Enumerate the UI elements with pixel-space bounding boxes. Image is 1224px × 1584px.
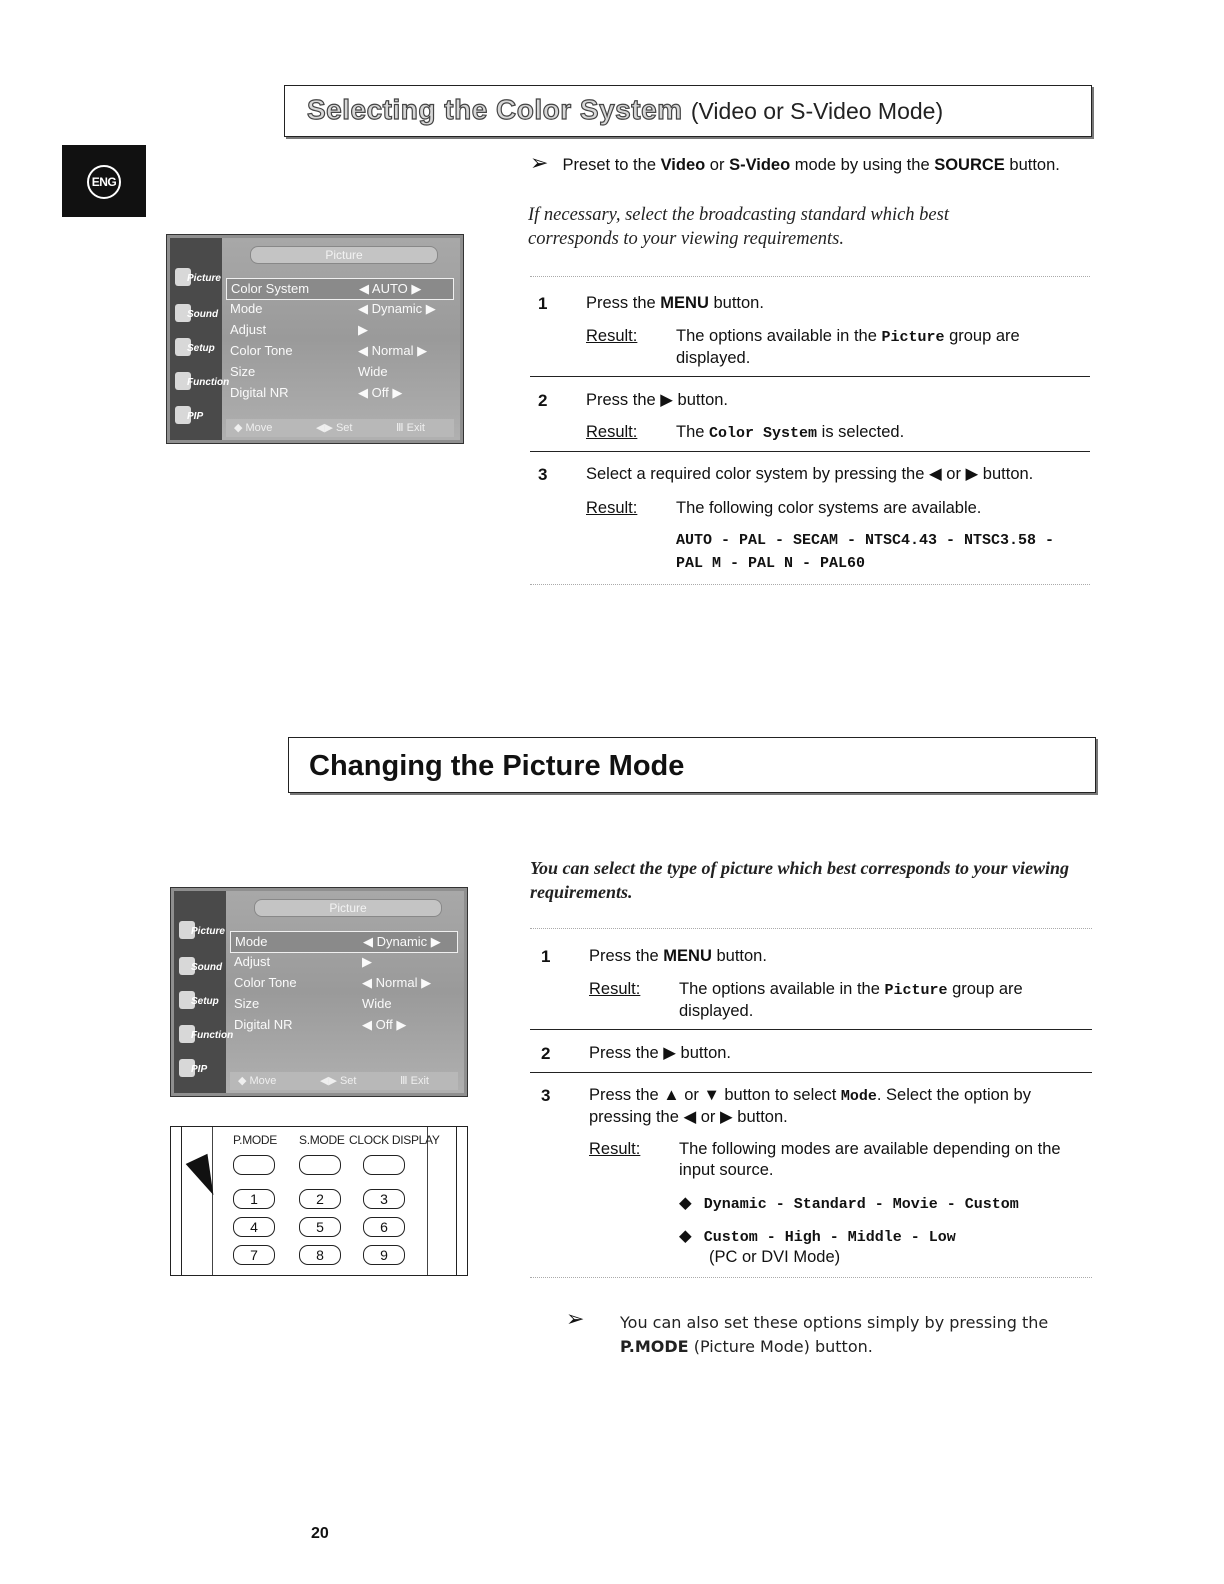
clock-display-button bbox=[363, 1155, 405, 1175]
result-text: The options available in the Picture group are displayed. bbox=[679, 980, 1023, 1020]
osd-side-pip: PIP bbox=[173, 402, 221, 432]
pmode-label: P.MODE bbox=[233, 1133, 277, 1147]
color-systems-list: AUTO - PAL - SECAM - NTSC4.43 - NTSC3.58 - bbox=[676, 532, 1055, 549]
step-rule bbox=[530, 1029, 1092, 1030]
section-title-color-system bbox=[284, 85, 1092, 137]
preset-text-c: button. bbox=[1004, 156, 1060, 174]
result-label: Result: bbox=[589, 980, 641, 998]
osd-row-mode: Mode ◀ Dynamic ▶ bbox=[230, 301, 436, 316]
step-text: Press the ▲ or ▼ button to select Mode. Select the option by pressing the ◀ or ▶ button. bbox=[589, 1086, 1031, 1126]
osd-footer-set: ◀▶ Set bbox=[320, 1075, 357, 1087]
page-number: 20 bbox=[311, 1525, 329, 1542]
osd-row-digital-nr: Digital NR ◀ Off ▶ bbox=[234, 1017, 407, 1032]
key-9: 9 bbox=[363, 1245, 405, 1265]
osd-side-sound: Sound bbox=[173, 300, 221, 330]
osd-footer-exit: Ⅲ Exit bbox=[396, 422, 425, 434]
step-text: Press the ▶ button. bbox=[589, 1044, 732, 1062]
osd-row-color-system: Color System ◀ AUTO ▶ bbox=[226, 278, 454, 300]
osd-footer-move: ◆ Move bbox=[234, 422, 273, 434]
preset-source: SOURCE bbox=[934, 156, 1005, 174]
result-label: Result: bbox=[589, 1140, 641, 1158]
preset-text-b: mode by using the bbox=[790, 156, 935, 174]
color-systems-list-2: PAL M - PAL N - PAL60 bbox=[676, 555, 866, 572]
bullet-icon: ◆ bbox=[679, 1227, 692, 1245]
preset-note bbox=[530, 150, 1090, 176]
title-picture-mode: Changing the Picture Mode bbox=[309, 750, 685, 782]
osd-row-size: Size Wide bbox=[230, 364, 388, 379]
preset-text: Preset to the bbox=[562, 156, 661, 174]
key-2: 2 bbox=[299, 1189, 341, 1209]
osd-side-function: Function bbox=[177, 1021, 225, 1051]
osd-side-sound: Sound bbox=[177, 953, 225, 983]
step-number: 3 bbox=[538, 465, 548, 484]
osd-footer bbox=[230, 1072, 458, 1090]
osd-row-digital-nr: Digital NR ◀ Off ▶ bbox=[230, 385, 403, 400]
osd-row-color-tone: Color Tone ◀ Normal ▶ bbox=[230, 343, 428, 358]
tip-text: You can also set these options simply by pressing the P.MODE (Picture Mode) button. bbox=[620, 1313, 1049, 1356]
step-2 bbox=[538, 390, 1098, 442]
key-8: 8 bbox=[299, 1245, 341, 1265]
osd-footer-move: ◆ Move bbox=[238, 1075, 277, 1087]
preset-svideo: S-Video bbox=[729, 156, 791, 174]
step-text: Press the MENU button. bbox=[586, 294, 764, 312]
title-color-system-sub: (Video or S-Video Mode) bbox=[690, 98, 944, 124]
preset-video: Video bbox=[660, 156, 706, 174]
title-color-system: Selecting the Color System bbox=[307, 94, 683, 125]
osd-menu-picture-mode bbox=[170, 887, 468, 1097]
divider bbox=[530, 928, 1092, 929]
key-4: 4 bbox=[233, 1217, 275, 1237]
osd-row-mode: Mode ◀ Dynamic ▶ bbox=[230, 931, 458, 953]
pmode-button bbox=[233, 1155, 275, 1175]
intro-picture-mode: You can select the type of picture which best corresponds to your viewing requirements. bbox=[530, 858, 1069, 902]
step-number: 3 bbox=[541, 1086, 551, 1105]
language-tab bbox=[62, 145, 146, 217]
step-number: 1 bbox=[538, 294, 548, 313]
osd-header: Picture bbox=[250, 246, 438, 264]
osd-footer bbox=[226, 419, 454, 437]
osd-row-adjust: Adjust ▶ bbox=[234, 954, 372, 969]
key-3: 3 bbox=[363, 1189, 405, 1209]
osd-row-color-tone: Color Tone ◀ Normal ▶ bbox=[234, 975, 432, 990]
result-label: Result: bbox=[586, 423, 638, 441]
osd-side-pip: PIP bbox=[177, 1055, 225, 1085]
note-arrow-icon: ➢ bbox=[566, 1307, 585, 1332]
step-rule bbox=[530, 451, 1090, 452]
result-label: Result: bbox=[586, 499, 638, 517]
osd-side-setup: Setup bbox=[173, 334, 221, 364]
step-1 bbox=[538, 293, 1098, 373]
modes-line-1: ◆ Dynamic - Standard - Movie - Custom bbox=[679, 1194, 1019, 1213]
key-1: 1 bbox=[233, 1189, 275, 1209]
osd-footer-exit: Ⅲ Exit bbox=[400, 1075, 429, 1087]
step-text: Press the ▶ button. bbox=[586, 391, 729, 409]
step-rule bbox=[530, 1072, 1092, 1073]
divider bbox=[530, 584, 1090, 585]
divider bbox=[530, 276, 1090, 277]
osd-menu-color-system bbox=[166, 234, 464, 444]
eng-label: ENG bbox=[87, 165, 121, 199]
key-5: 5 bbox=[299, 1217, 341, 1237]
section-title-picture-mode bbox=[288, 737, 1096, 793]
osd-footer-set: ◀▶ Set bbox=[316, 422, 353, 434]
modes-line-2: ◆ Custom - High - Middle - Low bbox=[679, 1227, 956, 1246]
result-text: The options available in the Picture group are displayed. bbox=[676, 327, 1020, 367]
step-rule bbox=[530, 376, 1090, 377]
divider bbox=[530, 1277, 1092, 1278]
modes-note: (PC or DVI Mode) bbox=[709, 1248, 841, 1266]
result-text: The following color systems are available. bbox=[676, 499, 982, 517]
key-7: 7 bbox=[233, 1245, 275, 1265]
step-text: Select a required color system by pressing the ◀ or ▶ button. bbox=[586, 465, 1034, 483]
osd-header: Picture bbox=[254, 899, 442, 917]
step-1 bbox=[541, 946, 1101, 1026]
remote-control-illustration bbox=[170, 1126, 468, 1276]
step-2 bbox=[541, 1043, 1101, 1067]
osd-row-size: Size Wide bbox=[234, 996, 392, 1011]
step-3 bbox=[538, 464, 1098, 574]
step-number: 2 bbox=[541, 1044, 551, 1063]
step-number: 2 bbox=[538, 391, 548, 410]
intro-color-system: If necessary, select the broadcasting standard which best corresponds to your viewing requirements. bbox=[528, 205, 949, 249]
osd-sidebar bbox=[174, 891, 234, 1093]
preset-or: or bbox=[705, 156, 730, 174]
bullet-icon: ◆ bbox=[679, 1194, 692, 1212]
osd-row-adjust: Adjust ▶ bbox=[230, 322, 368, 337]
note-arrow-icon: ➢ bbox=[530, 150, 549, 175]
step-number: 1 bbox=[541, 947, 551, 966]
osd-side-picture: Picture bbox=[177, 917, 225, 947]
osd-side-picture: Picture bbox=[173, 264, 221, 294]
step-text: Press the MENU button. bbox=[589, 947, 767, 965]
osd-sidebar bbox=[170, 238, 230, 440]
smode-button bbox=[299, 1155, 341, 1175]
step-3 bbox=[541, 1085, 1101, 1270]
result-text: The following modes are available depending on the input source. bbox=[679, 1140, 1061, 1179]
osd-side-function: Function bbox=[173, 368, 221, 398]
smode-label: S.MODE bbox=[299, 1133, 345, 1147]
key-6: 6 bbox=[363, 1217, 405, 1237]
clock-display-label: CLOCK DISPLAY bbox=[349, 1133, 440, 1147]
result-text: The Color System is selected. bbox=[676, 423, 905, 442]
result-label: Result: bbox=[586, 327, 638, 345]
osd-side-setup: Setup bbox=[177, 987, 225, 1017]
